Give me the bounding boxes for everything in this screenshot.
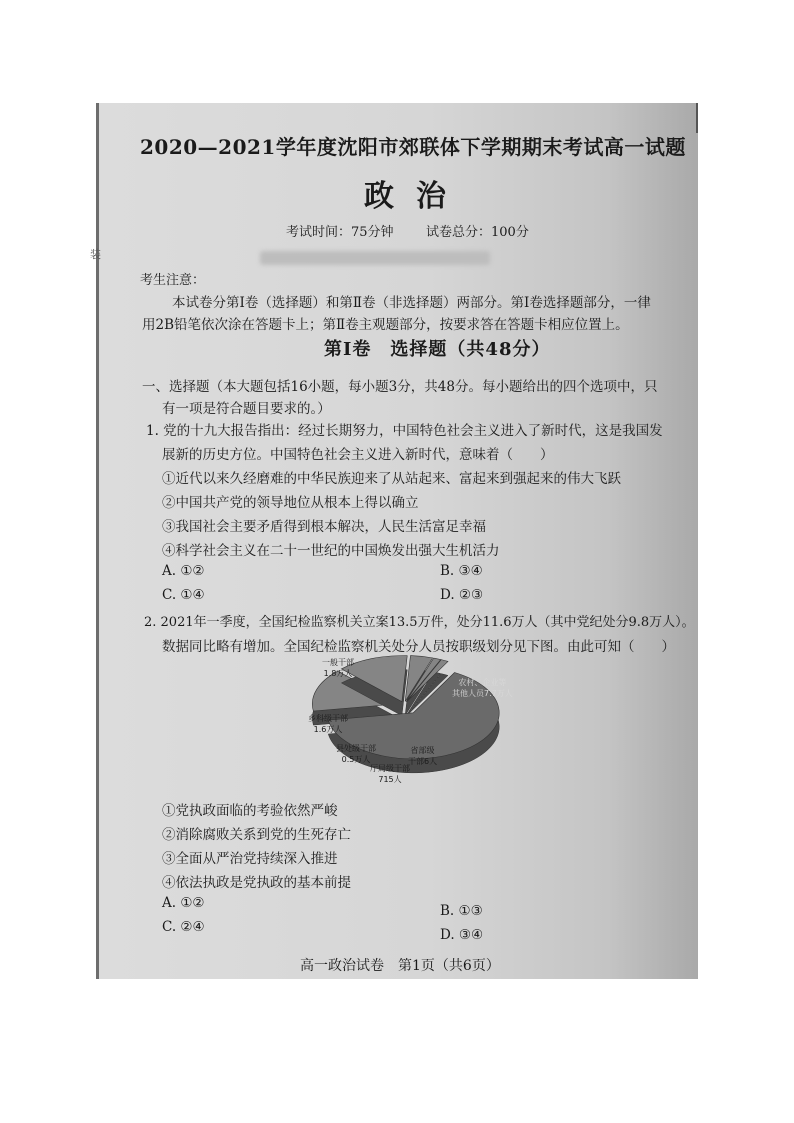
section-intro: 一、选择题（本大题包括16小题，每小题3分，共48分。每小题给出的四个选项中，只 xyxy=(142,379,658,395)
exam-page-scan xyxy=(96,103,698,979)
statement: ②消除腐败关系到党的生死存亡 xyxy=(162,827,351,843)
statement: ①近代以来久经磨难的中华民族迎来了从站起来、富起来到强起来的伟大飞跃 xyxy=(162,471,621,487)
exam-total: 试卷总分：100分 xyxy=(426,225,529,240)
statement: ④依法执政是党执政的基本前提 xyxy=(162,875,351,891)
label-ministerial-cadres: 省部级 干部6人 xyxy=(408,746,438,766)
option-d: D. ③④ xyxy=(440,927,484,943)
section-intro: 有一项是符合题目要求的。） xyxy=(162,401,331,417)
binding-mark: 装 xyxy=(90,248,101,261)
option-a: A. ①② xyxy=(162,563,205,579)
option-b: B. ③④ xyxy=(440,563,483,579)
statement: ④科学社会主义在二十一世纪的中国焕发出强大生机活力 xyxy=(162,543,500,559)
notice-heading: 考生注意： xyxy=(140,273,206,288)
redacted-area xyxy=(260,251,490,265)
question-1-stem: 1. 党的十九大报告指出：经过长期努力，中国特色社会主义进入了新时代，这是我国发 xyxy=(146,423,663,439)
label-township-cadres: 乡科级干部 1.6万人 xyxy=(308,714,348,734)
option-a: A. ①② xyxy=(162,895,205,911)
exam-title: 2020—2021学年度沈阳市郊联体下学期期末考试高一试题 xyxy=(140,135,686,159)
statement: ③我国社会主要矛盾得到根本解决，人民生活富足幸福 xyxy=(162,519,486,535)
page-edge xyxy=(696,103,698,133)
question-2-stem: 2. 2021年一季度，全国纪检监察机关立案13.5万件，处分11.6万人（其中党纪处分9.8万人）。 xyxy=(144,615,695,630)
label-other-personnel: 农村、企业等 其他人员7.7万人 xyxy=(452,678,513,698)
notice-line: 本试卷分第Ⅰ卷（选择题）和第Ⅱ卷（非选择题）两部分。第Ⅰ卷选择题部分，一律 xyxy=(172,295,651,311)
statement: ③全面从严治党持续深入推进 xyxy=(162,851,338,867)
page-edge xyxy=(96,103,99,979)
subject-title: 政治 xyxy=(364,179,468,214)
option-c: C. ②④ xyxy=(162,919,205,935)
statement: ②中国共产党的领导地位从根本上得以确立 xyxy=(162,495,419,511)
section-title: 第Ⅰ卷 选择题（共48分） xyxy=(324,339,551,360)
label-general-cadres: 一般干部 1.8万人 xyxy=(322,658,354,678)
page-footer: 高一政治试卷 第1页（共6页） xyxy=(300,958,500,974)
notice-line: 用2B铅笔依次涂在答题卡上；第Ⅱ卷主观题部分，按要求答在答题卡相应位置上。 xyxy=(142,317,629,333)
option-b: B. ①③ xyxy=(440,903,483,919)
exam-time: 考试时间：75分钟 xyxy=(286,225,394,240)
question-2-stem: 数据同比略有增加。全国纪检监察机关处分人员按职级划分见下图。由此可知（ ） xyxy=(162,639,675,655)
question-1-stem: 展新的历史方位。中国特色社会主义进入新时代，意味着（ ） xyxy=(162,447,554,463)
label-bureau-cadres: 厅局级干部 715人 xyxy=(370,764,410,784)
statement: ①党执政面临的考验依然严峻 xyxy=(162,803,338,819)
option-d: D. ②③ xyxy=(440,587,484,603)
label-county-cadres: 县处级干部 0.5万人 xyxy=(336,744,376,764)
option-c: C. ①④ xyxy=(162,587,205,603)
